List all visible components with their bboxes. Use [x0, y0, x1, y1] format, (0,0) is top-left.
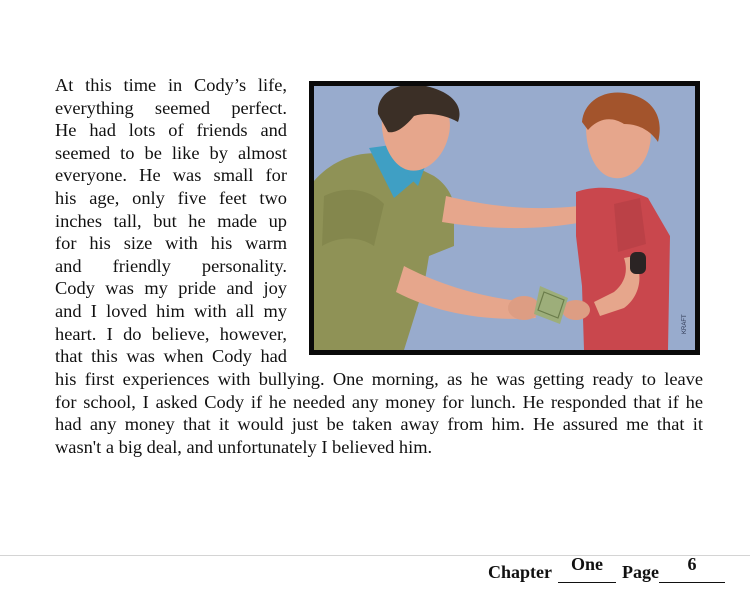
story-line: At this time in Cody’s life, [55, 75, 287, 95]
story-line: seemed to be like by almost [55, 142, 287, 163]
story-line: Cody was my pride and joy [55, 278, 287, 299]
story-line: his age, only five feet two [55, 187, 287, 208]
page-label: Page [622, 562, 659, 582]
chapter-blank [558, 554, 616, 583]
page-footer [488, 554, 725, 583]
story-paragraph-left [55, 74, 287, 368]
page-blank [659, 554, 725, 583]
page-number: 6 [687, 554, 697, 574]
story-illustration [309, 81, 700, 355]
story-line: wasn't a big deal, and unfortunately I believed him. [55, 436, 433, 457]
story-line: inches tall, but he made up [55, 210, 287, 231]
story-paragraph-bottom [55, 368, 703, 458]
story-line: for his size with his warm [55, 233, 287, 254]
story-line: for school, I asked Cody if he needed any money for lunch. He responded that if he [55, 391, 703, 412]
story-line: that this was when Cody had [55, 346, 287, 367]
story-line: and friendly personality. [55, 255, 287, 276]
story-line: and I loved him with all my [55, 300, 287, 321]
story-line: his first experiences with bullying. One morning, as he was getting ready to leave [55, 369, 703, 389]
story-line: He had lots of friends and [55, 120, 287, 141]
story-line: everyone. He was small for [55, 165, 287, 186]
illustrator-signature: KRAFT [682, 314, 688, 334]
footer-divider [0, 555, 750, 556]
story-line: heart. I do believe, however, [55, 323, 287, 344]
story-line: everything seemed perfect. [55, 97, 287, 118]
chapter-value: One [570, 554, 603, 574]
story-line: had any money that it would just be taken away from him. He assured me that it [55, 414, 703, 435]
chapter-label: Chapter [488, 562, 552, 582]
illustration-man-handing-money-to-boy [314, 86, 695, 350]
